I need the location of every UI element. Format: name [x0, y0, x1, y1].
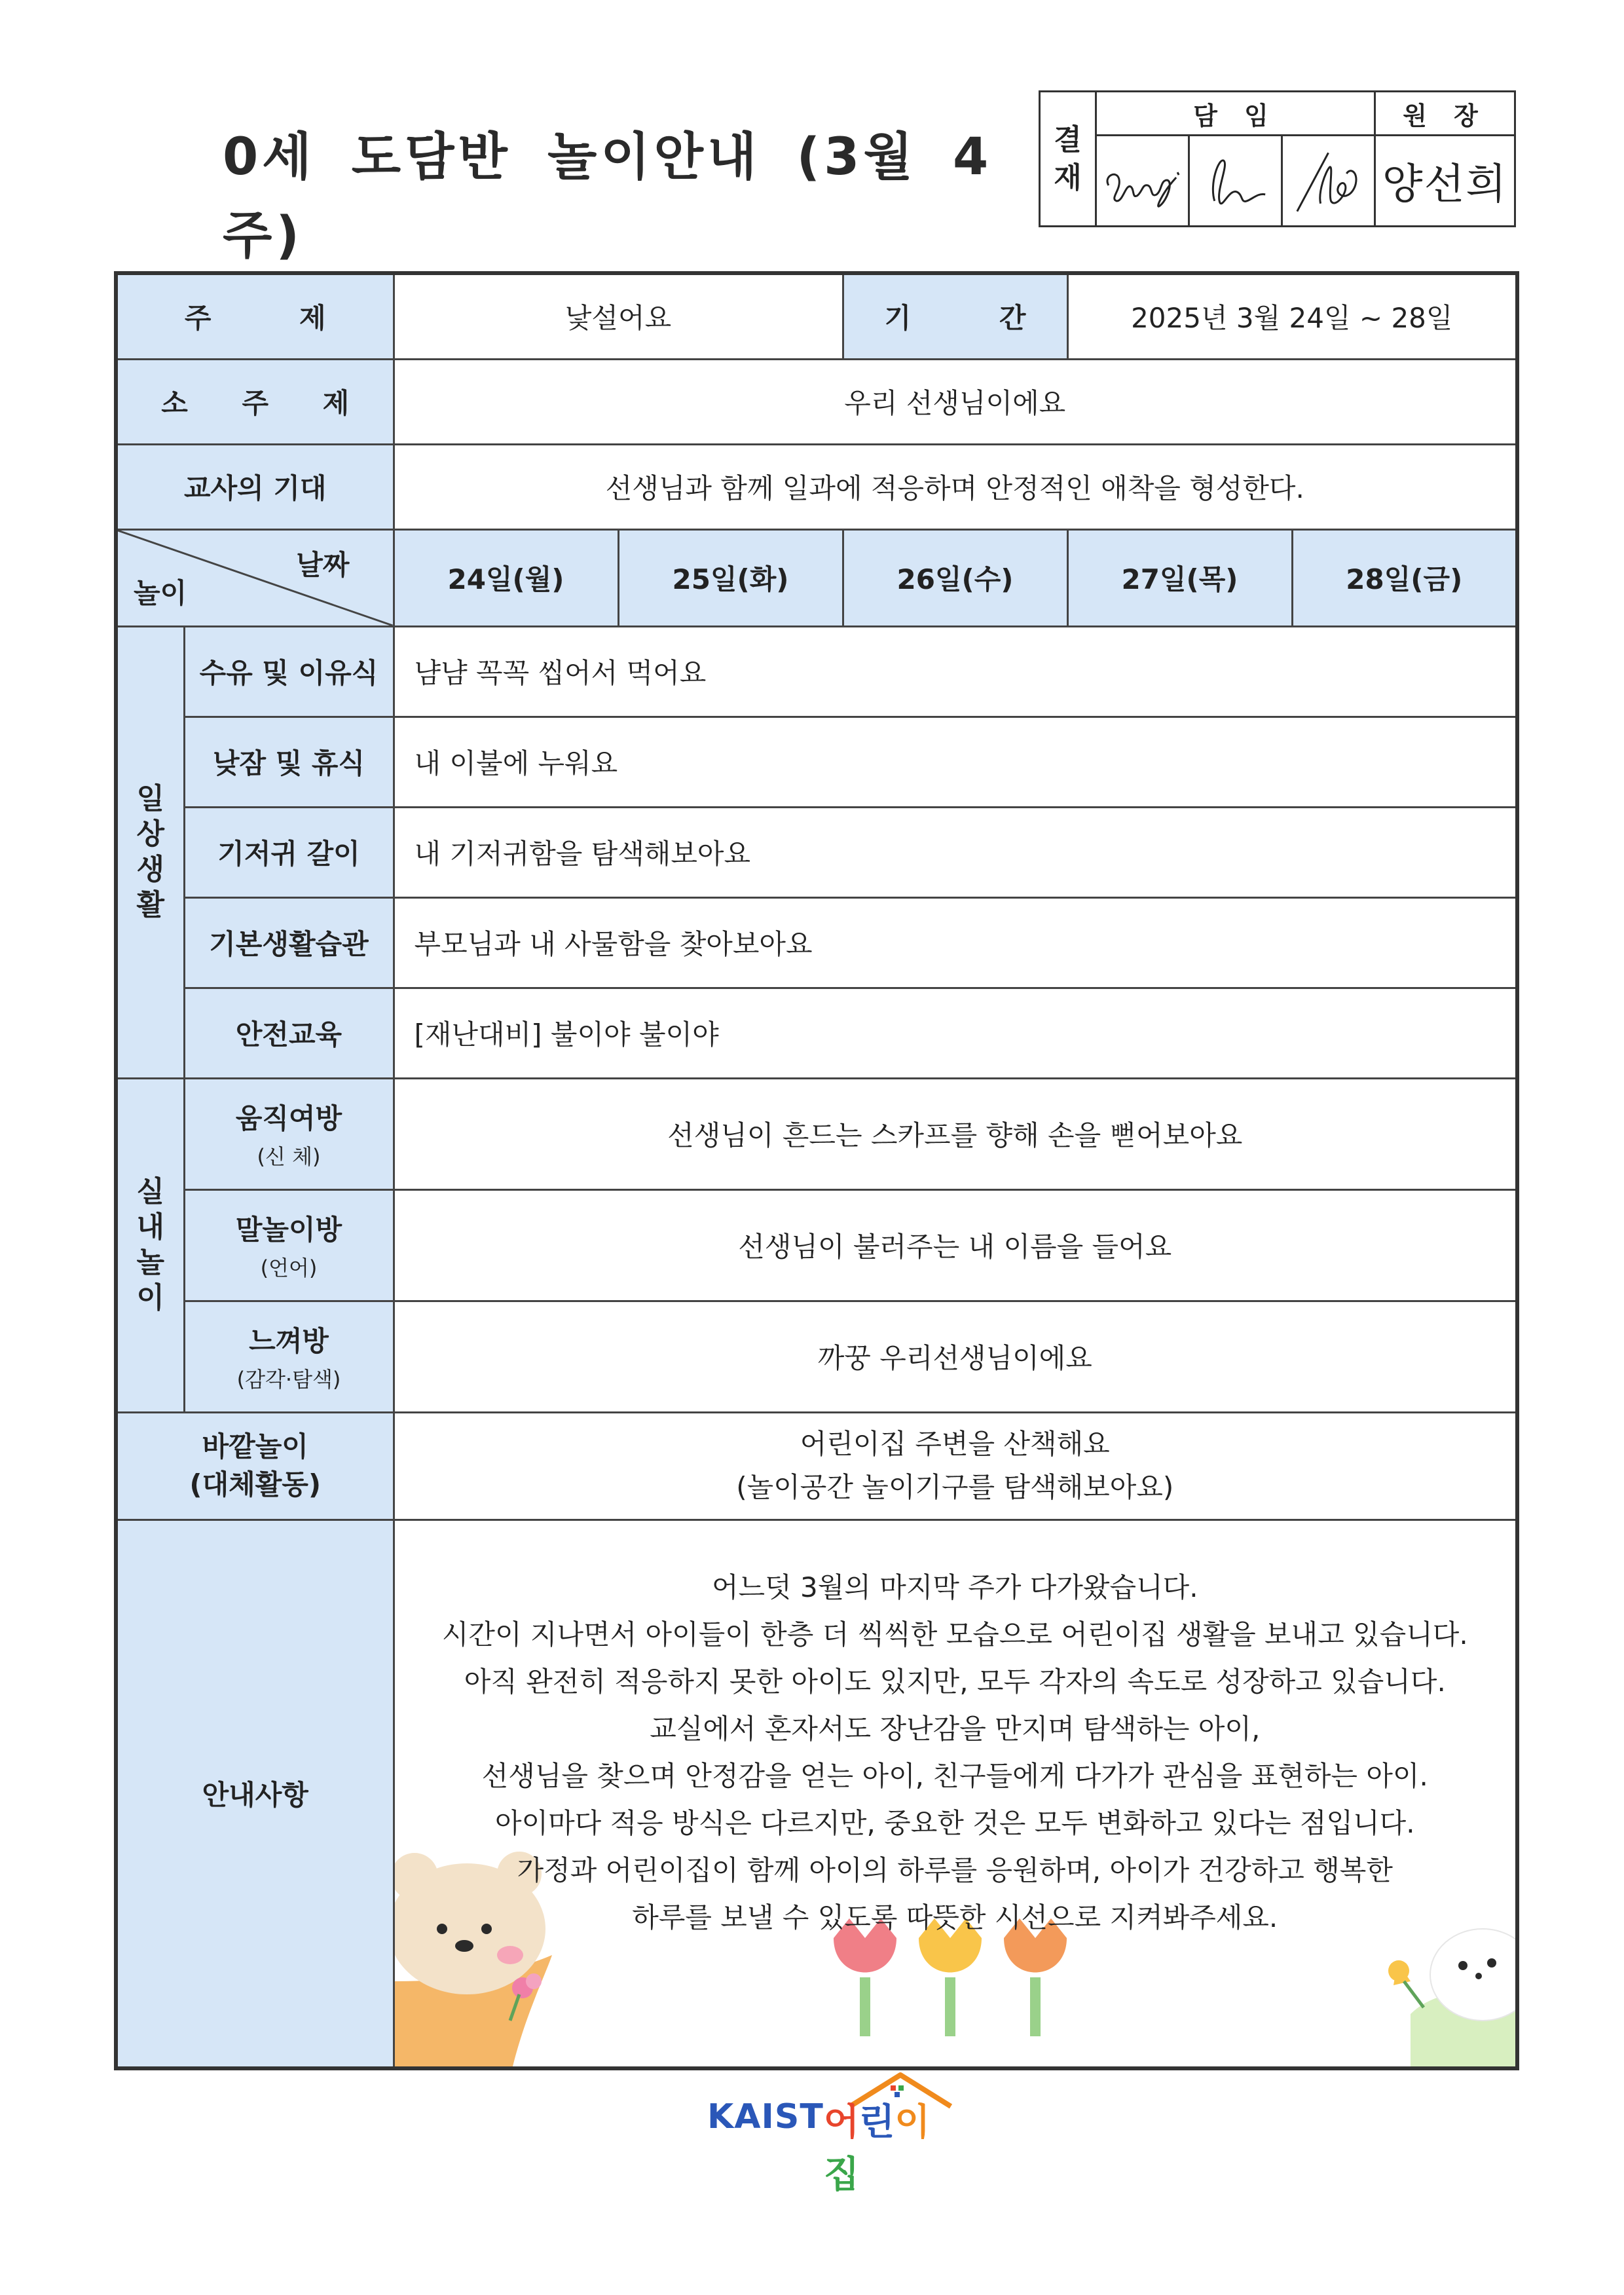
homeroom-label: 담 임: [1096, 92, 1375, 136]
signature-scribble-1: [1097, 136, 1188, 225]
signature-scribble-2: [1190, 136, 1281, 225]
daily-life-char-2: 상: [136, 817, 164, 851]
language-room-sub: (언어): [260, 1256, 318, 1280]
outdoor-content-line2: (놀이공간 놀이기구를 탐색해보아요): [736, 1471, 1174, 1503]
notice-text: [395, 1521, 1516, 1941]
period-label: 기 간: [843, 273, 1067, 359]
play-label: 놀이: [134, 576, 187, 609]
notice-label: 안내사항: [116, 1520, 394, 2068]
safety-content: [재난대비] 불이야 불이야: [394, 988, 1517, 1078]
indoor-char-2: 내: [136, 1210, 164, 1244]
subtheme-label: 소 주 제: [116, 359, 394, 444]
daily-life-group-label: [116, 626, 184, 1078]
indoor-char-3: 놀: [136, 1246, 164, 1279]
safety-label: 안전교육: [184, 988, 394, 1078]
sensory-room-label: [184, 1301, 394, 1412]
diaper-content: 내 기저귀함을 탐색해보아요: [394, 807, 1517, 897]
nap-label: 낮잠 및 휴식: [184, 717, 394, 807]
movement-room-content: 선생님이 흔드는 스카프를 향해 손을 뻗어보아요: [394, 1078, 1517, 1189]
homeroom-signature-1: [1096, 136, 1189, 227]
indoor-play-group-label: [116, 1078, 184, 1412]
habits-label: 기본생활습관: [184, 897, 394, 988]
document-title: 0세 도담반 놀이안내 (3월 4주): [223, 128, 993, 265]
weekly-plan-table: [114, 271, 1519, 2070]
daily-life-char-4: 활: [136, 888, 164, 922]
date-label: 날짜: [296, 548, 350, 581]
language-room-content: 선생님이 불러주는 내 이름을 들어요: [394, 1189, 1517, 1301]
outdoor-label-line1: 바깥놀이: [202, 1430, 308, 1463]
day-header-tue: 25일(화): [618, 529, 843, 626]
logo-letter: 이: [895, 2101, 931, 2144]
outdoor-content-line1: 어린이집 주변을 산책해요: [800, 1428, 1110, 1460]
signature-scribble-3: [1283, 136, 1374, 225]
notice-line: 가정과 어린이집이 함께 아이의 하루를 응원하며, 아이가 건강하고 행복한: [517, 1854, 1393, 1886]
logo-brand: KAIST: [707, 2097, 824, 2136]
subtheme-value: 우리 선생님이에요: [394, 359, 1517, 444]
notice-content: [394, 1520, 1517, 2068]
movement-room-sub: (신 체): [257, 1144, 321, 1169]
homeroom-signature-2: [1189, 136, 1282, 227]
period-value: 2025년 3월 24일 ~ 28일: [1067, 273, 1517, 359]
logo-letter: 집: [824, 2154, 860, 2196]
notice-line: 시간이 지나면서 아이들이 한층 더 씩씩한 모습으로 어린이집 생활을 보내고 있습니다.: [441, 1618, 1468, 1651]
expectation-label: 교사의 기대: [116, 444, 394, 529]
notice-line: 아이마다 적응 방식은 다르지만, 중요한 것은 모두 변화하고 있다는 점입니다.: [494, 1806, 1415, 1839]
director-label: 원 장: [1375, 92, 1515, 136]
daily-life-char-3: 생: [136, 853, 164, 886]
movement-room-label: [184, 1078, 394, 1189]
director-signature: [1375, 136, 1515, 227]
notice-line: 아직 완전히 적응하지 못한 아이도 있지만, 모두 각자의 속도로 성장하고 있습니다.: [464, 1665, 1446, 1698]
theme-value: 낯설어요: [394, 273, 843, 359]
approval-box: [1039, 90, 1516, 227]
logo-name: [824, 2093, 956, 2198]
expectation-value: 선생님과 함께 일과에 적응하며 안정적인 애착을 형성한다.: [394, 444, 1517, 529]
day-header-thu: 27일(목): [1067, 529, 1292, 626]
movement-room-title: 움직여방: [235, 1102, 342, 1134]
outdoor-label: [116, 1412, 394, 1520]
day-header-wed: 26일(수): [843, 529, 1067, 626]
notice-line: 어느덧 3월의 마지막 주가 다가왔습니다.: [711, 1571, 1198, 1603]
approval-side-label: [1040, 92, 1096, 227]
kaist-daycare-logo: [707, 2070, 956, 2196]
nap-content: 내 이불에 누워요: [394, 717, 1517, 807]
director-signature-text: 양선희: [1382, 160, 1508, 209]
theme-label: 주 제: [116, 273, 394, 359]
approval-side-text: 결재: [1054, 122, 1082, 195]
notice-line: 선생님을 찾으며 안정감을 얻는 아이, 친구들에게 다가가 관심을 표현하는 아이.: [481, 1759, 1428, 1792]
logo-letter: 린: [859, 2101, 895, 2144]
sensory-room-content: 까꿍 우리선생님이에요: [394, 1301, 1517, 1412]
daily-life-char-1: 일: [136, 782, 164, 815]
language-room-title: 말놀이방: [235, 1214, 342, 1246]
indoor-char-4: 이: [136, 1281, 164, 1315]
date-play-header: [116, 529, 394, 626]
sensory-room-sub: (감각·탐색): [236, 1367, 341, 1392]
outdoor-label-line2: (대체활동): [189, 1468, 322, 1501]
language-room-label: [184, 1189, 394, 1301]
outdoor-content: [394, 1412, 1517, 1520]
day-header-mon: 24일(월): [394, 529, 618, 626]
homeroom-signature-3: [1282, 136, 1375, 227]
notice-line: 하루를 보낼 수 있도록 따뜻한 시선으로 지켜봐주세요.: [632, 1901, 1278, 1933]
indoor-char-1: 실: [136, 1175, 164, 1208]
feeding-label: 수유 및 이유식: [184, 626, 394, 717]
notice-line: 교실에서 혼자서도 장난감을 만지며 탐색하는 아이,: [650, 1712, 1261, 1745]
logo-letter: 어: [824, 2101, 860, 2144]
feeding-content: 냠냠 꼭꼭 씹어서 먹어요: [394, 626, 1517, 717]
habits-content: 부모님과 내 사물함을 찾아보아요: [394, 897, 1517, 988]
sensory-room-title: 느껴방: [249, 1325, 329, 1357]
diaper-label: 기저귀 갈이: [184, 807, 394, 897]
day-header-fri: 28일(금): [1292, 529, 1517, 626]
